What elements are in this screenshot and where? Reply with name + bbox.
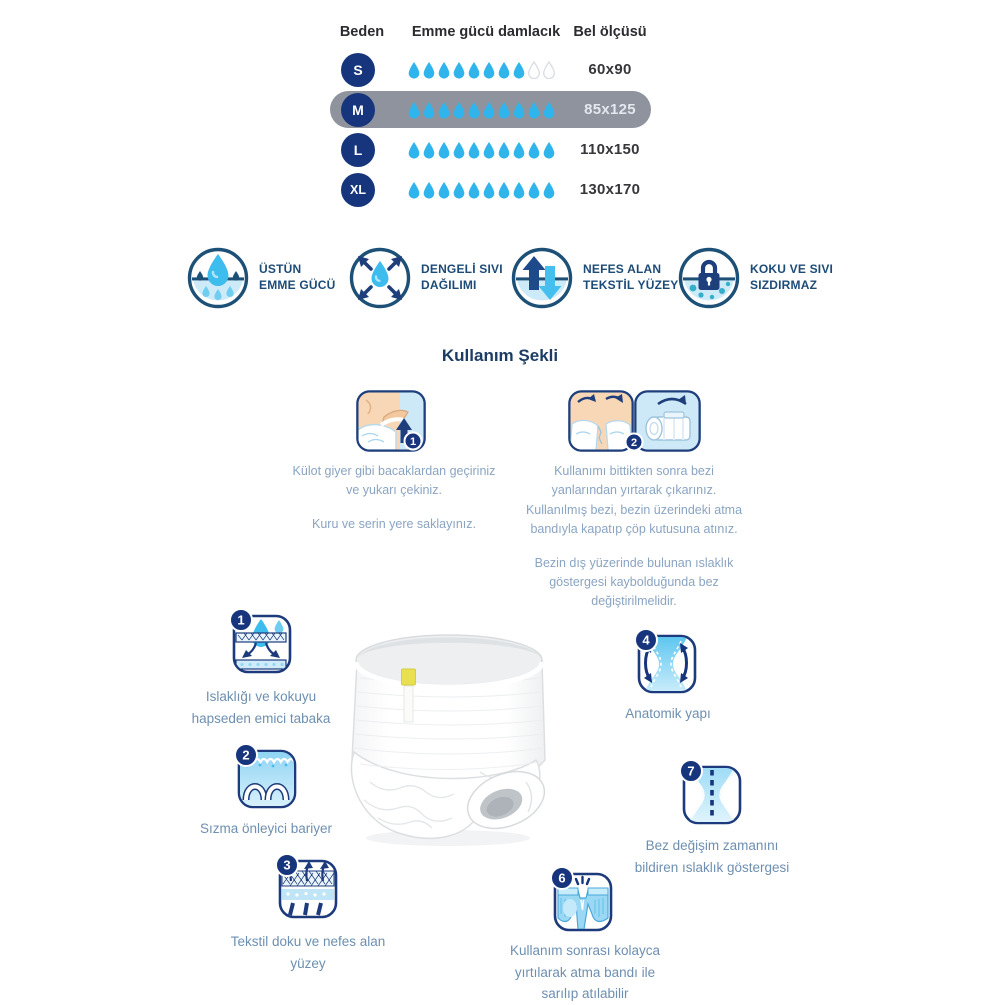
callout-number-badge: 2 bbox=[242, 747, 250, 763]
feature-leakproof bbox=[677, 246, 868, 310]
col-header-absorbency: Emme gücü damlacık bbox=[411, 24, 561, 40]
droplet-filled-icon bbox=[467, 61, 481, 79]
droplet-filled-icon bbox=[542, 141, 556, 159]
callout2-leak-barrier-icon bbox=[233, 742, 299, 814]
usage-step1-text: Külot giyer gibi bacaklardan geçiriniz ve yukarı çekiniz. Kuru ve serin yere saklayınız. bbox=[292, 464, 496, 531]
droplet-empty-icon bbox=[542, 61, 556, 79]
callout1-absorbent-layer-icon bbox=[228, 607, 294, 679]
droplet-filled-icon bbox=[497, 181, 511, 199]
droplet-rating bbox=[407, 61, 556, 79]
col-header-size: Beden bbox=[339, 24, 385, 40]
droplet-filled-icon bbox=[422, 141, 436, 159]
feature-label: KOKU VE SIVI SIZDIRMAZ bbox=[750, 262, 834, 292]
usage-step1-illustration bbox=[356, 390, 426, 452]
droplet-filled-icon bbox=[527, 141, 541, 159]
callout1-label: Islaklığı ve kokuyu hapseden emici tabaka bbox=[191, 689, 331, 726]
droplet-filled-icon bbox=[527, 101, 541, 119]
callout2-label: Sızma önleyici bariyer bbox=[199, 821, 333, 836]
col-header-waist: Bel ölçüsü bbox=[573, 24, 647, 40]
callout6-label: Kullanım sonrası kolayca yırtılarak atma bandı ile sarılıp atılabilir bbox=[509, 943, 661, 1002]
callout4-anatomic-icon bbox=[633, 627, 699, 699]
droplet-filled-icon bbox=[422, 101, 436, 119]
droplet-filled-icon bbox=[482, 101, 496, 119]
droplet-filled-icon bbox=[512, 181, 526, 199]
callout-number-badge: 4 bbox=[642, 632, 650, 648]
size-row-s[interactable] bbox=[330, 50, 656, 90]
droplet-filled-icon bbox=[422, 181, 436, 199]
callout7-wetness-indicator-icon bbox=[677, 757, 745, 831]
droplet-filled-icon bbox=[542, 101, 556, 119]
size-badge-m: M bbox=[341, 93, 375, 127]
droplet-filled-icon bbox=[467, 101, 481, 119]
droplet-rating bbox=[407, 101, 556, 119]
droplet-filled-icon bbox=[512, 61, 526, 79]
callout3-label: Tekstil doku ve nefes alan yüzey bbox=[230, 934, 386, 971]
waist-measure: 60x90 bbox=[588, 61, 632, 78]
droplet-filled-icon bbox=[407, 141, 421, 159]
breathable-surface-icon bbox=[510, 246, 574, 310]
callout-number-badge: 3 bbox=[283, 857, 291, 873]
callout4-label: Anatomik yapı bbox=[625, 706, 711, 721]
droplet-rating bbox=[407, 181, 556, 199]
droplet-filled-icon bbox=[407, 61, 421, 79]
callout7-label: Bez değişim zamanını bildiren ıslaklık göstergesi bbox=[634, 838, 790, 875]
droplet-filled-icon bbox=[482, 141, 496, 159]
step-number-badge: 2 bbox=[630, 437, 638, 449]
step-number-badge: 1 bbox=[409, 436, 417, 448]
callout3-textile-icon bbox=[273, 851, 341, 925]
droplet-filled-icon bbox=[437, 101, 451, 119]
product-image bbox=[330, 612, 575, 852]
droplet-filled-icon bbox=[512, 101, 526, 119]
feature-label: NEFES ALAN TEKSTİL YÜZEY bbox=[583, 262, 679, 292]
callout-number-badge: 1 bbox=[237, 612, 245, 628]
wetness-indicator-strip bbox=[402, 669, 416, 685]
droplet-rating bbox=[407, 141, 556, 159]
droplet-filled-icon bbox=[497, 141, 511, 159]
droplet-filled-icon bbox=[512, 141, 526, 159]
feature-label: DENGELİ SIVI DAĞILIMI bbox=[421, 262, 503, 292]
droplet-filled-icon bbox=[497, 101, 511, 119]
droplet-filled-icon bbox=[452, 61, 466, 79]
absorbency-icon bbox=[186, 246, 250, 310]
droplet-filled-icon bbox=[497, 61, 511, 79]
size-badge-s: S bbox=[341, 53, 375, 87]
liquid-distribution-icon bbox=[348, 246, 412, 310]
droplet-filled-icon bbox=[422, 61, 436, 79]
droplet-filled-icon bbox=[542, 181, 556, 199]
size-row-l[interactable] bbox=[330, 130, 656, 170]
droplet-filled-icon bbox=[437, 61, 451, 79]
droplet-filled-icon bbox=[482, 181, 496, 199]
droplet-filled-icon bbox=[437, 181, 451, 199]
leakproof-lock-icon bbox=[677, 246, 741, 310]
callout-number-badge: 7 bbox=[687, 763, 695, 779]
usage-step2-text: Kullanımı bittikten sonra bezi yanlarından yırtarak çıkarınız. Kullanılmış bezi, bezin üzerindeki atma bandıyla kapatıp çöp kutusuna atınız. Bezin dış yüzerinde bulunan ıslaklık göstergesi kaybolduğunda bez değiştirilmelidir. bbox=[525, 464, 743, 609]
usage-section-title: Kullanım Şekli bbox=[441, 346, 559, 365]
size-table bbox=[330, 20, 656, 212]
size-row-xl[interactable] bbox=[330, 170, 656, 210]
droplet-filled-icon bbox=[467, 141, 481, 159]
waist-measure: 85x125 bbox=[584, 101, 636, 118]
droplet-filled-icon bbox=[407, 181, 421, 199]
callout-number-badge: 6 bbox=[558, 870, 566, 886]
droplet-filled-icon bbox=[467, 181, 481, 199]
droplet-filled-icon bbox=[482, 61, 496, 79]
waist-measure: 110x150 bbox=[580, 141, 640, 158]
droplet-filled-icon bbox=[437, 141, 451, 159]
droplet-filled-icon bbox=[452, 141, 466, 159]
size-badge-xl: XL bbox=[341, 173, 375, 207]
usage-step2-illustration bbox=[568, 390, 702, 452]
droplet-filled-icon bbox=[452, 101, 466, 119]
waist-measure: 130x170 bbox=[579, 181, 641, 198]
feature-label: ÜSTÜN EMME GÜCÜ bbox=[259, 262, 336, 292]
size-badge-l: L bbox=[341, 133, 375, 167]
size-row-m-selected[interactable] bbox=[330, 90, 656, 130]
droplet-filled-icon bbox=[527, 181, 541, 199]
droplet-filled-icon bbox=[407, 101, 421, 119]
feature-breathable bbox=[510, 246, 701, 310]
droplet-empty-icon bbox=[527, 61, 541, 79]
droplet-filled-icon bbox=[452, 181, 466, 199]
